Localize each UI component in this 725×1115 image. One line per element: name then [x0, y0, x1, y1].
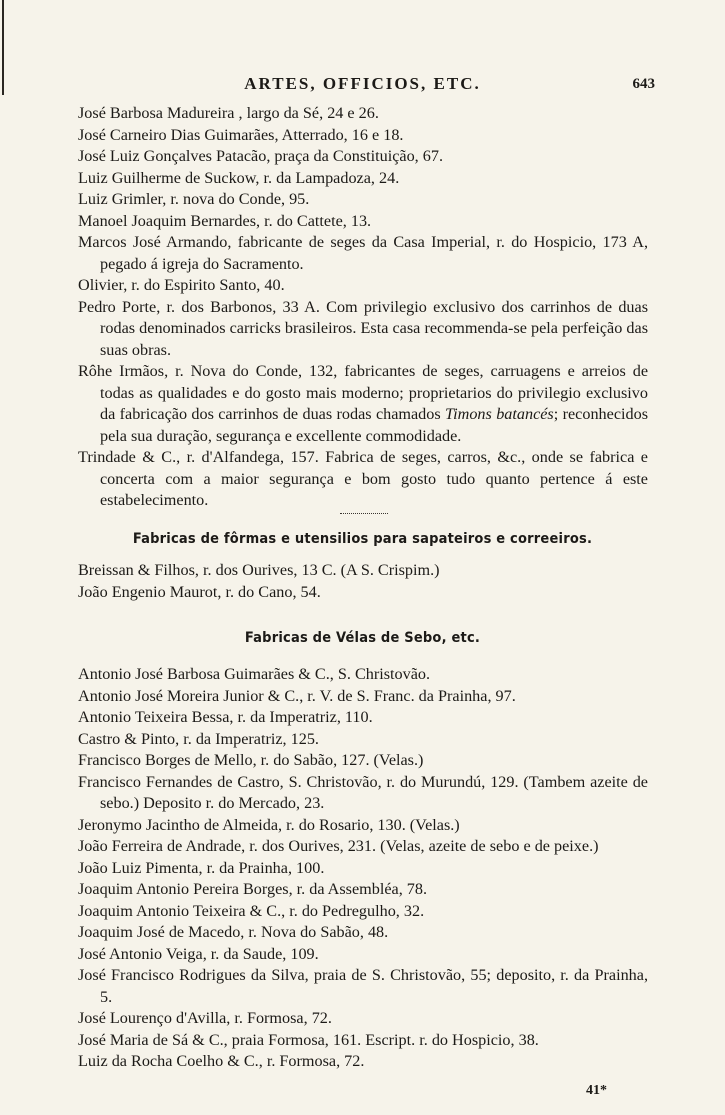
- entry-text-after: ; reconhecidos pela sua duração, segurança e excellente commodidade.: [100, 405, 649, 445]
- list-item: José Maria de Sá & C., praia Formosa, 161. Escript. r. do Hospicio, 38.: [78, 1030, 539, 1049]
- list-item: João Ferreira de Andrade, r. dos Ourives, 231. (Velas, azeite de sebo e de peixe.): [78, 837, 599, 855]
- signature-mark: 41*: [586, 1083, 607, 1098]
- page-number: 643: [632, 76, 655, 92]
- list-item: João Luiz Pimenta, r. da Prainha, 100.: [78, 858, 325, 877]
- running-title: ARTES, OFFICIOS, ETC.: [244, 74, 481, 93]
- section-heading: Fabricas de Vélas de Sebo, etc.: [244, 630, 481, 646]
- list-item: Antonio José Moreira Junior & C., r. V. de S. Franc. da Prainha, 97.: [78, 686, 516, 705]
- list-item: José Francisco Rodrigues da Silva, praia de S. Christovão, 55; deposito, r. da Prainha, 5.: [78, 966, 648, 1006]
- list-item: Joaquim José de Macedo, r. Nova do Sabão, 48.: [78, 923, 389, 941]
- list-item: José Barbosa Madureira , largo da Sé, 24 e 26.: [78, 104, 379, 122]
- list-item: José Luiz Gonçalves Patacão, praça da Constituição, 67.: [78, 147, 444, 165]
- list-item: Breissan & Filhos, r. dos Ourives, 13 C. (A S. Crispim.): [78, 561, 440, 579]
- running-head: [0, 74, 725, 100]
- list-item: Castro & Pinto, r. da Imperatriz, 125.: [78, 729, 319, 748]
- section-3-list: [78, 664, 648, 1073]
- list-item: Jeronymo Jacintho de Almeida, r. do Rosario, 130. (Velas.): [78, 815, 460, 834]
- list-item: Manoel Joaquim Bernardes, r. do Cattete, 13.: [78, 211, 372, 230]
- list-item: Joaquim Antonio Teixeira & C., r. do Pedregulho, 32.: [78, 901, 425, 920]
- section-2-list: [78, 560, 648, 603]
- list-item: Joaquim Antonio Pereira Borges, r. da Assembléa, 78.: [78, 880, 428, 898]
- list-item: Francisco Borges de Mello, r. do Sabão, 127. (Velas.): [78, 751, 424, 769]
- section-divider: [340, 513, 388, 514]
- list-item: Antonio José Barbosa Guimarães & C., S. Christovão.: [78, 665, 431, 683]
- list-item: João Engenio Maurot, r. do Cano, 54.: [78, 582, 321, 601]
- section-1-list: [78, 103, 648, 512]
- list-item: Olivier, r. do Espirito Santo, 40.: [78, 276, 285, 294]
- list-item: Trindade & C., r. d'Alfandega, 157. Fabrica de seges, carros, &c., onde se fabrica e concerta com a maior segurança e bom gosto tudo quanto pertence á este estabelecimento.: [78, 448, 648, 509]
- list-item: Luiz da Rocha Coelho & C., r. Formosa, 72.: [78, 1052, 365, 1070]
- list-item: [78, 361, 648, 447]
- list-item: José Lourenço d'Avilla, r. Formosa, 72.: [78, 1009, 332, 1027]
- list-item: Francisco Fernandes de Castro, S. Christovão, r. do Murundú, 129. (Tambem azeite de sebo.) Deposito r. do Mercado, 23.: [78, 772, 648, 812]
- list-item: Pedro Porte, r. dos Barbonos, 33 A. Com privilegio exclusivo dos carrinhos de duas rodas denominados carricks brasileiros. Esta casa recommenda-se pela perfeição das suas obras.: [78, 297, 648, 359]
- list-item: José Carneiro Dias Guimarães, Atterrado, 16 e 18.: [78, 125, 404, 144]
- section-heading: Fabricas de fôrmas e utensilios para sapateiros e correeiros.: [132, 531, 593, 547]
- list-item: Antonio Teixeira Bessa, r. da Imperatriz, 110.: [78, 708, 373, 726]
- list-item: Marcos José Armando, fabricante de seges da Casa Imperial, r. do Hospicio, 173 A, pegado á igreja do Sacramento.: [78, 233, 648, 273]
- list-item: José Antonio Veiga, r. da Saude, 109.: [78, 944, 319, 963]
- entry-text-italic: Timons batancés: [445, 405, 554, 423]
- list-item: Luiz Guilherme de Suckow, r. da Lampadoza, 24.: [78, 168, 400, 187]
- list-item: Luiz Grimler, r. nova do Conde, 95.: [78, 190, 310, 208]
- entry-text-before: Rôhe Irmãos, r. Nova do Conde, 132, fabricantes de seges, carruagens e arreios de todas as qualidades e do gosto mais moderno; proprietarios do privilegio exclusivo da fabricação dos carrinhos de duas rodas chamados: [78, 362, 648, 423]
